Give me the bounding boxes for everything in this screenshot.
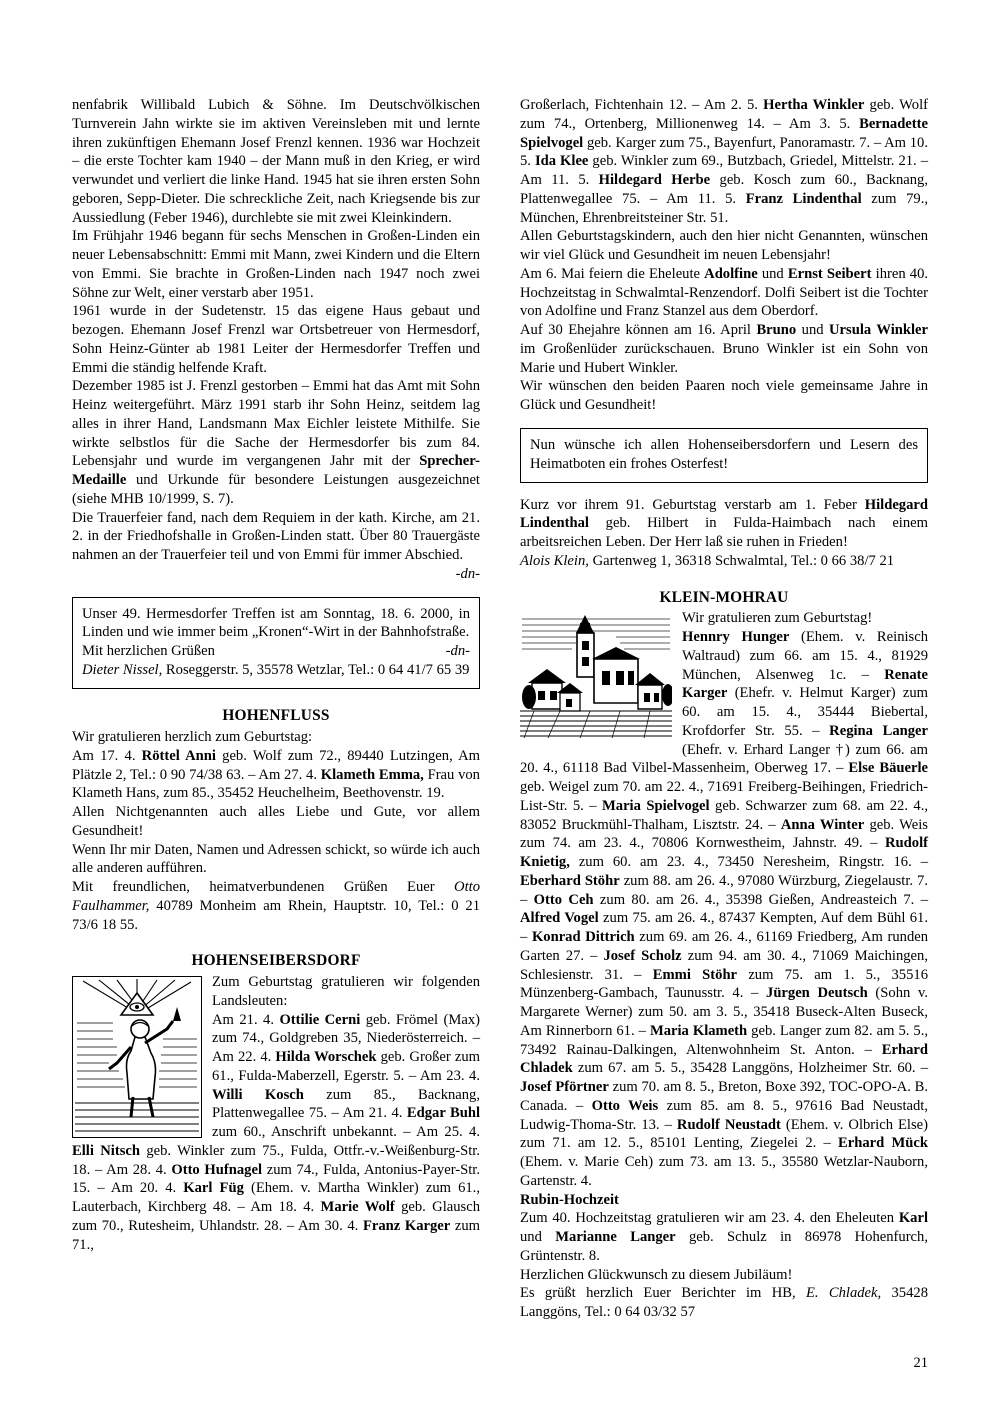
section-heading-hohenfluss: HOHENFLUSS bbox=[222, 707, 330, 725]
contact-address: Roseggerstr. 5, 35578 Wetzlar, Tel.: 0 64 41/7 65 39 bbox=[162, 662, 470, 679]
person-name: Anna Winter bbox=[780, 816, 865, 833]
person-name: Erhard Mück bbox=[838, 1135, 928, 1152]
person-name: Renate Karger bbox=[682, 666, 928, 702]
text-run: (Ehefr. v. Erhard Langer †) zum 66. am 20. 4., 61118 Bad Vilbel-Massenheim, Oberweg 17. – bbox=[520, 741, 928, 777]
text-run: geb. Karger zum 75., Bayenfurt, Panoramastr. 7. – Am 10. 5. bbox=[520, 134, 928, 170]
contact-name: Otto Faulhammer, bbox=[72, 879, 480, 914]
anniversary-entry bbox=[520, 1209, 928, 1265]
person-name: Marie Wolf bbox=[320, 1199, 395, 1216]
contact-address: 40789 Monheim am Rhein, Hauptstr. 10, Tel.: 0 21 73/6 18 55. bbox=[72, 897, 480, 933]
person-name: Klameth Emma, bbox=[320, 766, 424, 783]
text-run: Zum 40. Hochzeitstag gratulieren wir am 23. 4. den Eheleuten bbox=[520, 1210, 899, 1227]
paragraph: Herzlichen Glückwunsch zu diesem Jubiläum! bbox=[520, 1266, 793, 1283]
box-easter-wish bbox=[520, 428, 928, 483]
contact-signature bbox=[520, 552, 928, 571]
text-run: geb. Langer zum 82. am 5. 5., 73492 Rainau-Dalkingen, Altenwohnheim St. Anton. – bbox=[520, 1022, 928, 1058]
page-number: 21 bbox=[913, 1355, 928, 1371]
person-name: Hildegard Herbe bbox=[598, 172, 711, 188]
two-column-body bbox=[72, 96, 928, 1346]
text-run: zum 94. am 30. 4., 71069 Maichingen, Schlesienstr. 31. – bbox=[520, 947, 928, 983]
text-run: (Ehem. v. Olbrich Else) zum 71. am 12. 5., 85101 Lenting, Ziegelei 2. – bbox=[520, 1116, 928, 1152]
text-run: zum 74., Fulda, Antonius-Payer-Str. 15. – Am 20. 4. bbox=[72, 1161, 480, 1197]
box-line: Unser 49. Hermesdorfer Treffen ist am Sonntag, 18. 6. 2000, in Linden und wie immer beim „Kronen“-Wirt in der Bahnhofstraße. bbox=[82, 605, 470, 641]
award-name: Sprecher-Medaille bbox=[72, 453, 480, 488]
person-name: Ursula Winkler bbox=[829, 322, 929, 338]
text-run: und bbox=[520, 1229, 556, 1246]
text-run: zum 60. am 23. 4., 73450 Neresheim, Ringstr. 16. – bbox=[569, 854, 928, 871]
text-run: geb. Schulz in 86978 Hohenfurch, Grüntenstr. 8. bbox=[520, 1229, 928, 1264]
text-run: zum 85., Backnang, Plattenwegallee 75. – Am 21. 4. bbox=[212, 1086, 481, 1122]
person-name: Röttel Anni bbox=[141, 747, 216, 764]
person-name: Hertha Winkler bbox=[763, 97, 865, 113]
intro-text: Zum Geburtstag gratulieren wir folgenden Landsleuten: bbox=[212, 974, 480, 1009]
person-name: Edgar Buhl bbox=[406, 1105, 480, 1122]
person-name: Karl Füg bbox=[183, 1180, 244, 1197]
person-name: Hildegard Lindenthal bbox=[520, 496, 928, 532]
contact-name: Dieter Nissel, bbox=[82, 662, 163, 679]
text-run: und bbox=[796, 322, 830, 338]
text-run: zum 85. am 8. 5., 97616 Bad Neustadt, Ludwig-Thoma-Str. 13. – bbox=[520, 1097, 928, 1133]
person-name: Ida Klee bbox=[534, 153, 589, 170]
text-run: ihren 40. Hochzeitstag in Schwalmtal-Renzendorf. Dolfi Seibert ist die Tochter von Adolfine und Franz Stanzel aus dem Oberdorf. bbox=[520, 265, 929, 320]
paragraph: Im Frühjahr 1946 begann für sechs Menschen in Großen-Linden ein neuer Lebensabschnitt: Emmi mit Mann, zwei Kindern und die Eltern von Emmi. Sie brachte in Großen-Linden nach 1947 noch zwei Söhne zur Welt, einer verstarb aber 1951. bbox=[72, 228, 480, 301]
anniversary-entry bbox=[520, 265, 928, 321]
text-run: (Ehem. v. Martha Winkler) zum 61., Lauterbach, Kirchberg 48. – Am 18. 4. bbox=[72, 1180, 480, 1216]
text-run: Dezember 1985 ist J. Frenzl gestorben – Emmi hat das Amt mit Sohn Heinz weitergeführt. März 1991 starb ihr Sohn Heinz, seitdem lag alles in ihrer Hand, Landsmann Max Eichler leistete Mithilfe. Sie wirkte selbstlos für die Sache der Hermesdorfer bis zum 84. Lebensjahr und wurde im vergangenen Jahr mit der bbox=[72, 378, 480, 470]
text-run: und bbox=[757, 265, 788, 282]
text-run: geb. Frömel (Max) zum 74., Goldgreben 35, Niederösterreich. – Am 22. 4. bbox=[212, 1011, 481, 1066]
text-run: zum 75. am 26. 4., 87437 Kempten, Auf dem Bühl 61. – bbox=[520, 910, 928, 946]
text-run: geb. Schwarzer zum 68. am 22. 4., 83052 Bruckmühl-Thalham, Lisztstr. 24. – bbox=[520, 797, 929, 833]
text-run: (Sohn v. Margarete Werner) zum 50. am 3. 5., 35418 Buseck-Alten Buseck, Am Rinnerborn 61. – bbox=[520, 985, 928, 1039]
text-run: (Ehem. v. Marie Ceh) zum 73. am 13. 5., 35580 Wetzlar-Nauborn, Gartenstr. 4. bbox=[520, 1154, 928, 1189]
klein-mohrau-body bbox=[520, 609, 928, 1190]
person-name: Otto Ceh bbox=[533, 891, 594, 908]
text-run: geb. Winkler zum 69., Butzbach, Griedel, Mittelstr. 21. – Am 11. 5. bbox=[520, 153, 928, 188]
text-run: geb. Wolf zum 72., 89440 Lutzingen, Am Plätzle 2, Tel.: 0 90 74/38 63. – Am 27. 4. bbox=[72, 747, 480, 783]
obituary-entry bbox=[520, 496, 928, 552]
person-name: Franz Lindenthal bbox=[745, 190, 862, 207]
box-hermesdorfer-treffen bbox=[72, 597, 480, 690]
person-name: Erhard Chladek bbox=[520, 1041, 928, 1077]
author-initials: -dn- bbox=[455, 565, 480, 582]
paragraph: 1961 wurde in der Sudetenstr. 15 das eigene Haus gebaut und bezogen. Ehemann Josef Frenzl war Ortsbetreuer von Hermesdorf, Sohn Heinz-Günter ab 1981 Leiter der Hermesdorfer Treffen und Emmi die ständig helfende Kraft. bbox=[72, 303, 480, 376]
person-name: Alfred Vogel bbox=[520, 910, 599, 927]
text-run: (Ehefr. v. Helmut Karger) zum 60. am 15. 4., 35444 Biebertal, Krofdorfer Str. 55. – bbox=[682, 685, 928, 739]
person-name: Bernadette Spielvogel bbox=[520, 115, 928, 151]
hohenseibersdorf-body bbox=[72, 973, 480, 1254]
person-name: Willi Kosch bbox=[212, 1086, 304, 1103]
text-run: Am 6. Mai feiern die Eheleute bbox=[520, 265, 705, 282]
text-run: Großerlach, Fichtenhain 12. – Am 2. 5. bbox=[520, 97, 764, 113]
text-run: geb. Weigel zum 70. am 22. 4., 71691 Freiberg-Beihingen, Friedrich-List-Str. 5. – bbox=[520, 779, 928, 814]
text-run: zum 69. am 26. 4., 61169 Friedberg, Am runden Garten 27. – bbox=[520, 929, 929, 964]
contact-address: 35428 Langgöns, Tel.: 0 64 03/32 57 bbox=[520, 1285, 928, 1321]
text-run: Auf 30 Ehejahre können am 16. April bbox=[520, 322, 757, 338]
person-name: Konrad Dittrich bbox=[531, 929, 635, 946]
paragraph: nenfabrik Willibald Lubich & Söhne. Im Deutschvölkischen Turnverein Jahn wirkte sie im aktiven Vereinsleben mit und lernte ihren zukünftigen Ehemann Josef Frenzl kennen. 1936 war Hochzeit – die erste Tochter kam 1940 – der Mann muß in den Krieg, er wird verwundet und verliert die linke Hand. 1945 hat sie ihren ersten Sohn geboren, Sepp-Dieter. Die schreckliche Zeit, nach Kriegsende bis zur Aussiedlung (Feber 1946), durchlebte sie mit zwei Kleinkindern. bbox=[72, 97, 480, 226]
woodcut-man-with-torch-illustration bbox=[72, 976, 202, 1138]
text-run: zum 60., Anschrift unbekannt. – Am 25. 4. bbox=[212, 1124, 480, 1141]
closing-signature bbox=[72, 878, 480, 934]
text-run: geb. Winkler zum 75., Fulda, Ottfr.-v.-Weißenburg-Str. 18. – Am 28. 4. bbox=[72, 1142, 481, 1178]
person-name: Otto Hufnagel bbox=[171, 1161, 263, 1178]
person-name: Marianne Langer bbox=[555, 1229, 676, 1246]
woodcut-village-church-illustration bbox=[520, 611, 672, 739]
paragraph: Allen Nichtgenannten auch alles Liebe und Gute, vor allem Gesundheit! bbox=[72, 804, 480, 839]
right-column bbox=[520, 96, 928, 1322]
person-name: Else Bäuerle bbox=[848, 760, 928, 777]
text-run: (Ehem. v. Reinisch Waltraud) zum 66. am 15. 4., 81929 München, Alsenweg 1c. – bbox=[682, 629, 929, 683]
person-name: Regina Langer bbox=[829, 722, 928, 739]
left-column bbox=[72, 96, 480, 1254]
text-run: geb. Weis zum 74. am 23. 4., 70806 Kornwestheim, Jahnstr. 49. – bbox=[520, 816, 928, 852]
text-run: zum 80. am 26. 4., 35398 Gießen, Andreasteich 7. – bbox=[593, 891, 928, 908]
birthday-entries bbox=[72, 747, 480, 803]
person-name: Josef Pförtner bbox=[520, 1079, 609, 1096]
closing-signature bbox=[520, 1284, 928, 1322]
person-name: Adolfine bbox=[704, 265, 758, 282]
text-run: zum 75. am 1. 5., 35516 Münzenberg-Gambach, Taunusstr. 4. – bbox=[520, 966, 928, 1002]
person-name: Hilda Worschek bbox=[275, 1049, 377, 1066]
text-run: zum 71., bbox=[72, 1217, 481, 1253]
person-name: Elli Nitsch bbox=[72, 1142, 140, 1159]
contact-name: Alois Klein, bbox=[520, 552, 589, 569]
intro-text: Wir gratulieren herzlich zum Geburtstag: bbox=[72, 729, 313, 746]
section-heading-hohenseibersdorf: HOHENSEIBERSDORF bbox=[191, 952, 361, 970]
person-name: Emmi Stöhr bbox=[652, 966, 738, 983]
box-contact bbox=[82, 661, 470, 680]
person-name: Maria Spielvogel bbox=[602, 797, 710, 814]
text-run: geb. Wolf zum 74., Ortenberg, Millionenweg 14. – Am 3. 5. bbox=[520, 97, 928, 132]
person-name: Ottilie Cerni bbox=[279, 1011, 361, 1028]
birthday-entries-continued bbox=[520, 96, 928, 227]
paragraph: Wenn Ihr mir Daten, Namen und Adressen schickt, so würde ich auch alle anderen aufführen. bbox=[72, 841, 480, 877]
text-run: und Urkunde für besondere Leistungen ausgezeichnet (siehe MHB 10/1999, S. 7). bbox=[72, 472, 480, 507]
text-run: geb. Kosch zum 60., Backnang, Plattenwegallee 75. – Am 11. 5. bbox=[520, 172, 929, 207]
greeting-text: Mit herzlichen Grüßen bbox=[82, 643, 215, 660]
text-run: im Großenlüder zurückschauen. Bruno Winkler ist ein Sohn von Marie und Hubert Winkler. bbox=[520, 340, 928, 376]
person-name: Jürgen Deutsch bbox=[766, 985, 868, 1002]
person-name: Karl bbox=[898, 1210, 928, 1227]
person-name: Rudolf Neustadt bbox=[676, 1116, 781, 1133]
person-name: Franz Karger bbox=[362, 1217, 451, 1234]
text-run: geb. Hilbert in Fulda-Haimbach nach einem arbeitsreichen Leben. Der Herr laß sie ruhen in Frieden! bbox=[520, 515, 928, 551]
box-greeting-row bbox=[82, 642, 470, 661]
person-name: Ernst Seibert bbox=[787, 265, 872, 282]
text-run: zum 67. am 5. 5., 35428 Langgöns, Holzheimer Str. 60. – bbox=[572, 1060, 928, 1077]
text-run: Frau von Klameth Hans, zum 85., 35452 Heuchelheim, Beethovenstr. 19. bbox=[72, 766, 480, 802]
person-name: Rudolf Knietig, bbox=[520, 835, 928, 871]
text-run: Mit freundlichen, heimatverbundenen Grüßen Euer bbox=[72, 879, 455, 896]
anniversary-entry bbox=[520, 321, 928, 377]
intro-text: Wir gratulieren zum Geburtstag! bbox=[682, 610, 873, 627]
text-run: Die Trauerfeier fand, nach dem Requiem in der kath. Kirche, am 21. 2. in der Friedhofshalle in Großen-Linden statt. Über 80 Trauergäste nahmen an der Trauerfeier teil und von Emmi für immer Abschied. bbox=[72, 509, 480, 563]
contact-name: E. Chladek, bbox=[805, 1285, 882, 1302]
paragraph-sprecher-medaille bbox=[72, 377, 480, 508]
text-run: Am 17. 4. bbox=[72, 747, 142, 764]
person-name: Hennry Hunger bbox=[682, 629, 790, 646]
box-line: Nun wünsche ich allen Hohenseibersdorfern und Lesern des Heimatboten ein frohes Osterfest! bbox=[530, 436, 918, 472]
text-run: Es grüßt herzlich Euer Berichter im HB, bbox=[520, 1285, 806, 1302]
text-run: geb. Großer zum 61., Fulda-Maberzell, Egerstr. 5. – Am 23. 4. bbox=[212, 1049, 480, 1084]
paragraph-funeral bbox=[72, 509, 480, 584]
text-run: geb. Glausch zum 70., Rutesheim, Uhlandstr. 28. – Am 30. 4. bbox=[72, 1199, 481, 1234]
text-run: zum 79., München, Ehrenbreitsteiner Str. 51. bbox=[520, 190, 928, 226]
person-name: Maria Klameth bbox=[649, 1022, 748, 1039]
section-heading-rubin-hochzeit: Rubin-Hochzeit bbox=[520, 1191, 619, 1208]
section-heading-klein-mohrau: KLEIN-MOHRAU bbox=[659, 588, 789, 606]
person-name: Bruno bbox=[756, 322, 797, 338]
text-run: zum 70. am 8. 5., Breton, Boxe 392, TOC-OPO-A. B. Canada. – bbox=[520, 1079, 929, 1114]
person-name: Josef Scholz bbox=[603, 947, 682, 964]
contact-address: Gartenweg 1, 36318 Schwalmtal, Tel.: 0 66 38/7 21 bbox=[588, 552, 895, 569]
person-name: Otto Weis bbox=[591, 1097, 659, 1114]
text-run: Kurz vor ihrem 91. Geburtstag verstarb am 1. Feber bbox=[520, 496, 865, 513]
person-name: Eberhard Stöhr bbox=[520, 872, 620, 889]
text-run: Am 21. 4. bbox=[212, 1011, 280, 1028]
paragraph: Wir wünschen den beiden Paaren noch viele gemeinsame Jahre in Glück und Gesundheit! bbox=[520, 378, 928, 413]
paragraph: Allen Geburtstagskindern, auch den hier nicht Genannten, wünschen wir viel Glück und Gesundheit im neuen Lebensjahr! bbox=[520, 228, 928, 263]
text-run: zum 88. am 26. 4., 97080 Würzburg, Ziegelaustr. 7. – bbox=[520, 872, 928, 908]
author-initials: -dn- bbox=[445, 643, 470, 660]
